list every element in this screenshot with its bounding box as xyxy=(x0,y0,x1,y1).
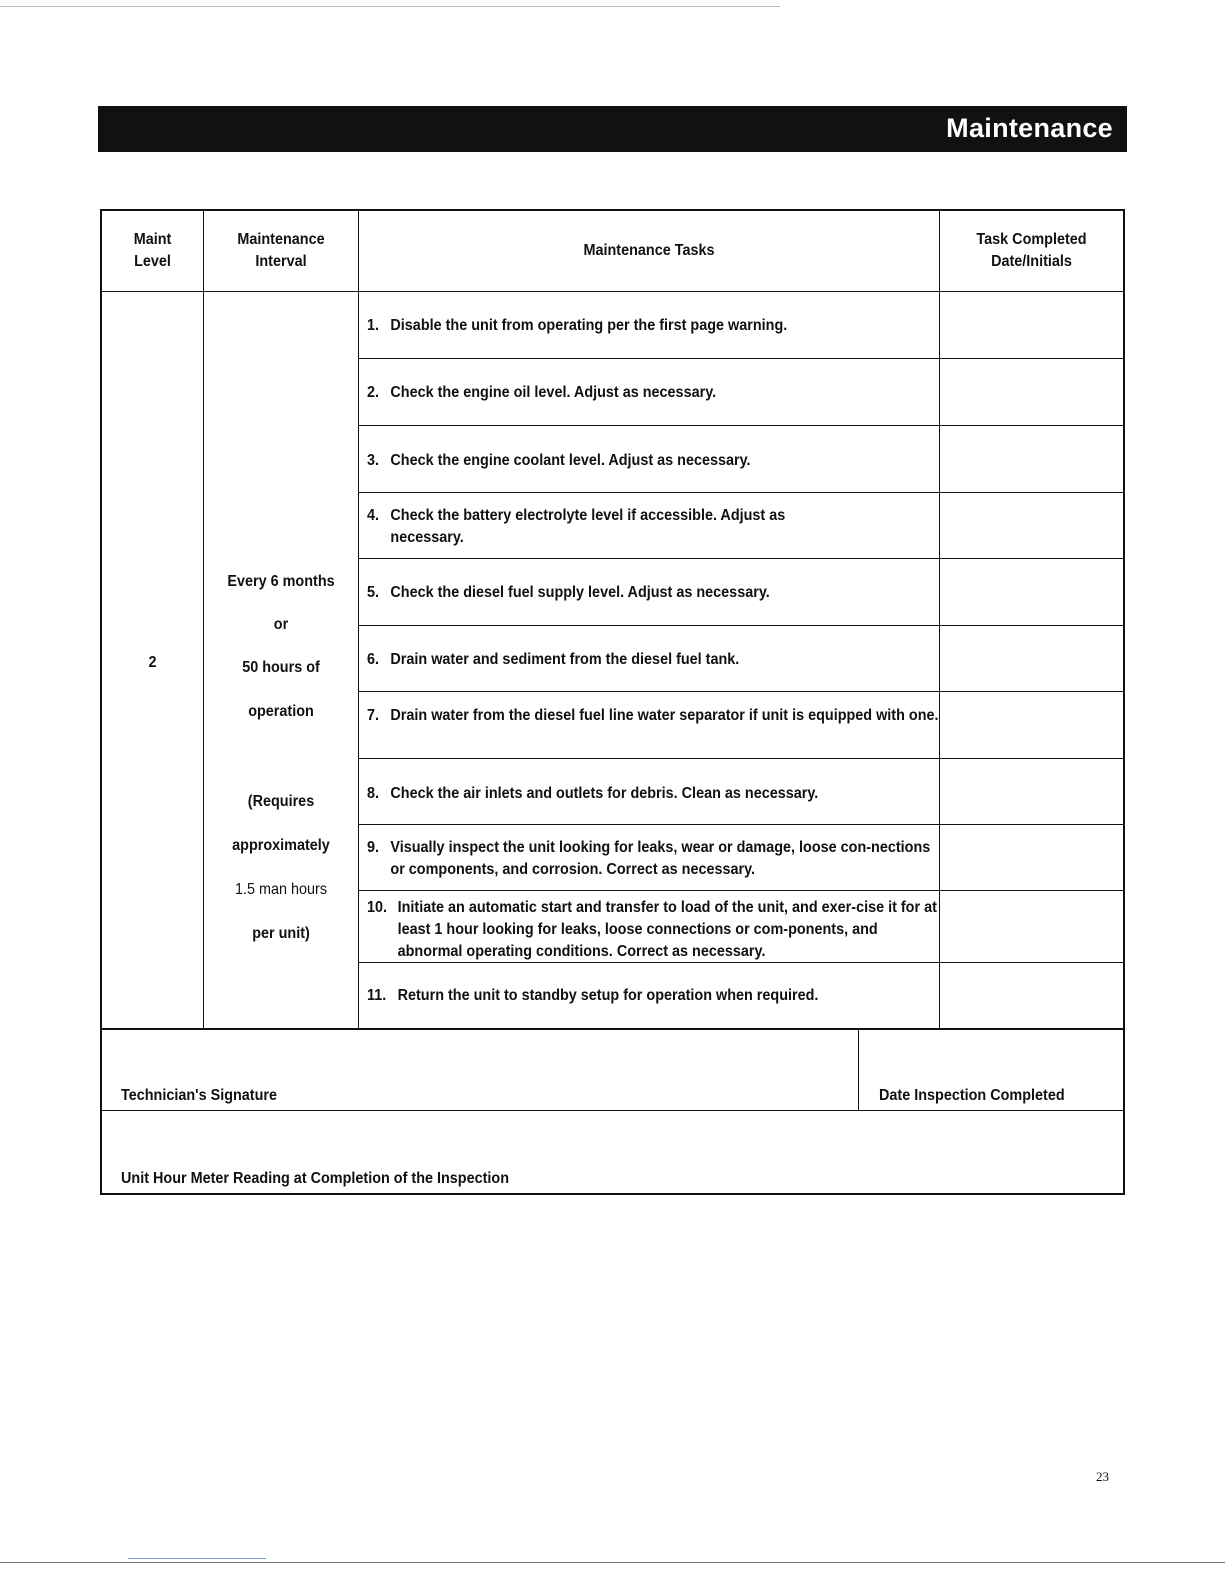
task-number: 2. xyxy=(367,384,380,401)
task-row-divider xyxy=(358,492,1125,493)
technician-signature-field[interactable] xyxy=(104,1032,854,1082)
task-row-divider xyxy=(358,425,1125,426)
task-number: 11. xyxy=(367,987,387,1004)
technician-signature-label: Technician's Signature xyxy=(121,1087,277,1104)
hour-meter-reading-field[interactable] xyxy=(104,1113,1120,1163)
interval-line: operation xyxy=(248,703,314,720)
header-row-divider xyxy=(100,291,1125,292)
task-item-8 xyxy=(367,783,930,805)
interval-line: per unit) xyxy=(252,925,310,942)
section-header-bar xyxy=(98,106,1127,152)
task-completed-field-6[interactable] xyxy=(942,628,1120,688)
task-completed-field-8[interactable] xyxy=(942,761,1120,821)
bottom-rule xyxy=(0,1562,1225,1563)
task-row-divider xyxy=(358,558,1125,559)
column-header-task-completed: Task Completed Date/Initials xyxy=(976,231,1087,270)
interval-line: 50 hours of xyxy=(242,659,320,676)
maintenance-form xyxy=(100,209,1125,1195)
divider-level-interval xyxy=(203,209,204,1029)
task-item-5 xyxy=(367,582,930,604)
task-row-divider xyxy=(358,691,1125,692)
maint-level-value: 2 xyxy=(148,654,157,671)
task-number: 8. xyxy=(367,785,380,802)
task-item-7 xyxy=(367,705,943,727)
task-number: 10. xyxy=(367,899,388,916)
task-item-6 xyxy=(367,649,930,671)
hour-meter-reading-label: Unit Hour Meter Reading at Completion of the Inspection xyxy=(121,1170,510,1187)
top-rule xyxy=(0,6,780,7)
signature-row-divider xyxy=(100,1110,1125,1111)
date-inspection-completed-field[interactable] xyxy=(862,1032,1120,1082)
column-header-maint-tasks: Maintenance Tasks xyxy=(583,242,715,259)
task-text: Return the unit to standby setup for operation when required. xyxy=(397,987,819,1004)
maint-interval-text xyxy=(212,549,351,967)
task-text: Check the diesel fuel supply level. Adjust as necessary. xyxy=(390,584,770,601)
task-text: Check the engine coolant level. Adjust as necessary. xyxy=(390,452,751,469)
task-number: 7. xyxy=(367,707,380,724)
task-row-divider xyxy=(358,358,1125,359)
table-bottom-border xyxy=(100,1028,1125,1030)
task-row-divider xyxy=(358,890,1125,891)
interval-line: 1.5 man hours xyxy=(234,881,328,898)
interval-line: Every 6 months xyxy=(227,573,335,590)
page-number: 23 xyxy=(1096,1469,1109,1484)
interval-spacer xyxy=(212,745,351,769)
task-completed-field-7[interactable] xyxy=(942,695,1120,755)
task-item-9 xyxy=(367,837,943,881)
task-number: 9. xyxy=(367,839,380,856)
task-item-3 xyxy=(367,450,930,472)
interval-line: or xyxy=(273,616,289,633)
task-completed-field-5[interactable] xyxy=(942,562,1120,622)
task-row-divider xyxy=(358,758,1125,759)
task-text: Check the battery electrolyte level if accessible. Adjust as necessary. xyxy=(390,507,786,546)
column-header-maint-level: Maint Level xyxy=(133,231,172,270)
task-number: 6. xyxy=(367,651,380,668)
task-row-divider xyxy=(358,824,1125,825)
task-text: Check the engine oil level. Adjust as necessary. xyxy=(390,384,717,401)
task-row-divider xyxy=(358,625,1125,626)
task-item-10 xyxy=(367,897,943,963)
task-completed-field-2[interactable] xyxy=(942,362,1120,422)
task-text: Initiate an automatic start and transfer to load of the unit, and exer-cise it for at least 1 hour looking for leaks, loose connections or com-ponents, and abnormal operating conditions. Correct as necessary. xyxy=(397,899,937,960)
task-item-1 xyxy=(367,315,930,337)
task-text: Drain water from the diesel fuel line water separator if unit is equipped with one. xyxy=(390,707,939,724)
task-number: 4. xyxy=(367,507,380,524)
task-completed-field-3[interactable] xyxy=(942,429,1120,489)
form-border-top xyxy=(100,209,1125,211)
task-item-2 xyxy=(367,382,930,404)
date-inspection-completed-label: Date Inspection Completed xyxy=(879,1087,1065,1104)
interval-line: approximately xyxy=(232,837,330,854)
task-completed-field-10[interactable] xyxy=(942,894,1120,960)
task-completed-field-4[interactable] xyxy=(942,495,1120,555)
task-text: Drain water and sediment from the diesel fuel tank. xyxy=(390,651,740,668)
task-completed-field-9[interactable] xyxy=(942,828,1120,888)
task-text: Visually inspect the unit looking for leaks, wear or damage, loose con-nections or components, and corrosion. Correct as necessary. xyxy=(390,839,931,878)
column-header-maint-interval: Maintenance Interval xyxy=(237,231,325,270)
interval-line: (Requires xyxy=(247,793,315,810)
task-item-11 xyxy=(367,985,930,1007)
task-text: Disable the unit from operating per the first page warning. xyxy=(390,317,788,334)
task-completed-field-1[interactable] xyxy=(942,295,1120,355)
task-number: 1. xyxy=(367,317,380,334)
task-item-4 xyxy=(367,505,853,549)
form-border-bottom xyxy=(100,1193,1125,1195)
section-title: Maintenance xyxy=(946,113,1113,143)
bottom-mark xyxy=(128,1558,266,1559)
form-border-left xyxy=(100,209,102,1195)
task-text: Check the air inlets and outlets for debris. Clean as necessary. xyxy=(390,785,819,802)
form-border-right xyxy=(1123,209,1125,1195)
task-number: 3. xyxy=(367,452,380,469)
divider-interval-tasks xyxy=(358,209,359,1029)
signature-divider xyxy=(858,1029,859,1111)
task-completed-field-11[interactable] xyxy=(942,966,1120,1026)
task-number: 5. xyxy=(367,584,380,601)
